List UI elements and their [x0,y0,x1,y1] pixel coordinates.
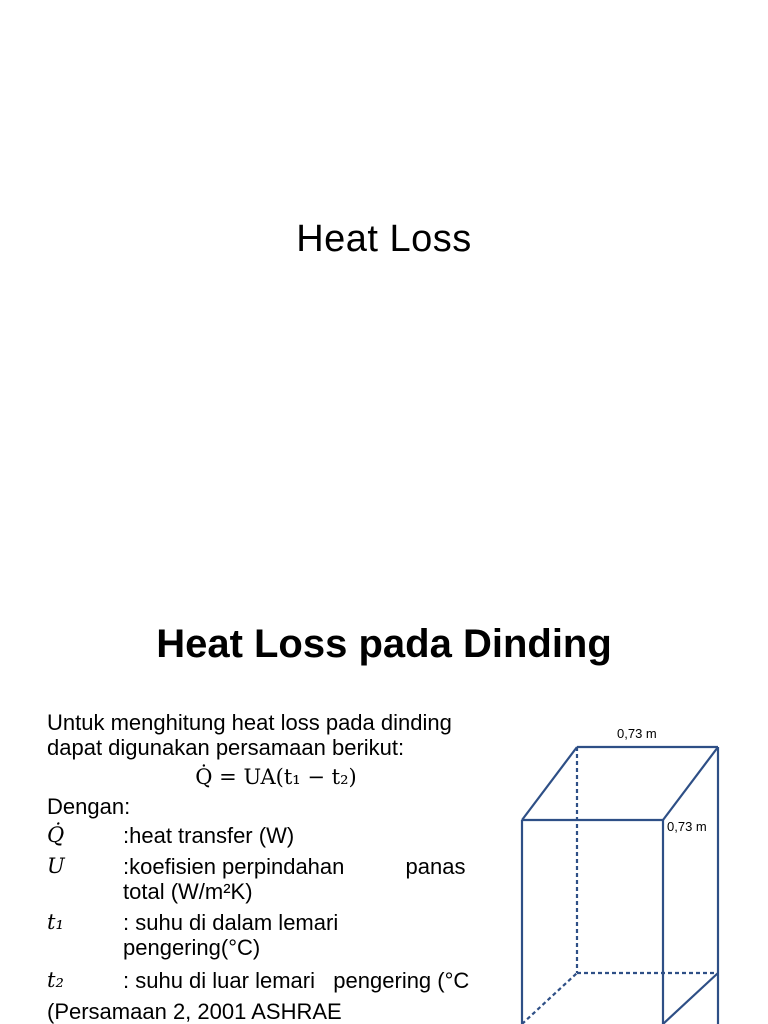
symbol-u: U [47,854,65,878]
top-right-connector [663,747,718,820]
symbol-t1: t₁ [47,910,64,934]
definition-t2-text: : suhu di luar lemari pengering (°C [123,968,470,993]
definition-t1-line1: : suhu di dalam lemari [123,910,339,935]
dimension-label-side: 0,73 m [667,819,707,834]
dengan-label: Dengan: [47,794,131,819]
definition-u-line2: total (W/m²K) [123,879,253,904]
slide-title-heat-loss: Heat Loss [296,218,472,260]
definition-t1-line2: pengering(°C) [123,935,261,960]
intro-line-2: dapat digunakan persamaan berikut: [47,735,405,760]
top-left-connector [522,747,577,820]
slide-title-heat-loss-dinding: Heat Loss pada Dinding [156,622,612,666]
bottom-left-connector [522,973,577,1024]
heat-loss-equation: Q̇ = UA(t₁ − t₂) [195,765,357,789]
bottom-right-connector [663,973,718,1024]
symbol-t2: t₂ [47,968,64,992]
definition-q-text: :heat transfer (W) [123,823,295,848]
symbol-q: Q̇ [47,823,65,847]
definition-t2 [47,968,493,993]
reference-text: (Persamaan 2, 2001 ASHRAE [47,999,342,1024]
definition-q [47,823,493,848]
definition-u [47,854,493,904]
dimension-label-top: 0,73 m [617,726,657,741]
definition-u-line1: :koefisien perpindahan panas [123,854,466,879]
body-text [47,710,493,1024]
intro-line-1: Untuk menghitung heat loss pada dinding [47,710,452,735]
cabinet-box-diagram [512,715,768,1024]
definition-t1 [47,910,493,960]
